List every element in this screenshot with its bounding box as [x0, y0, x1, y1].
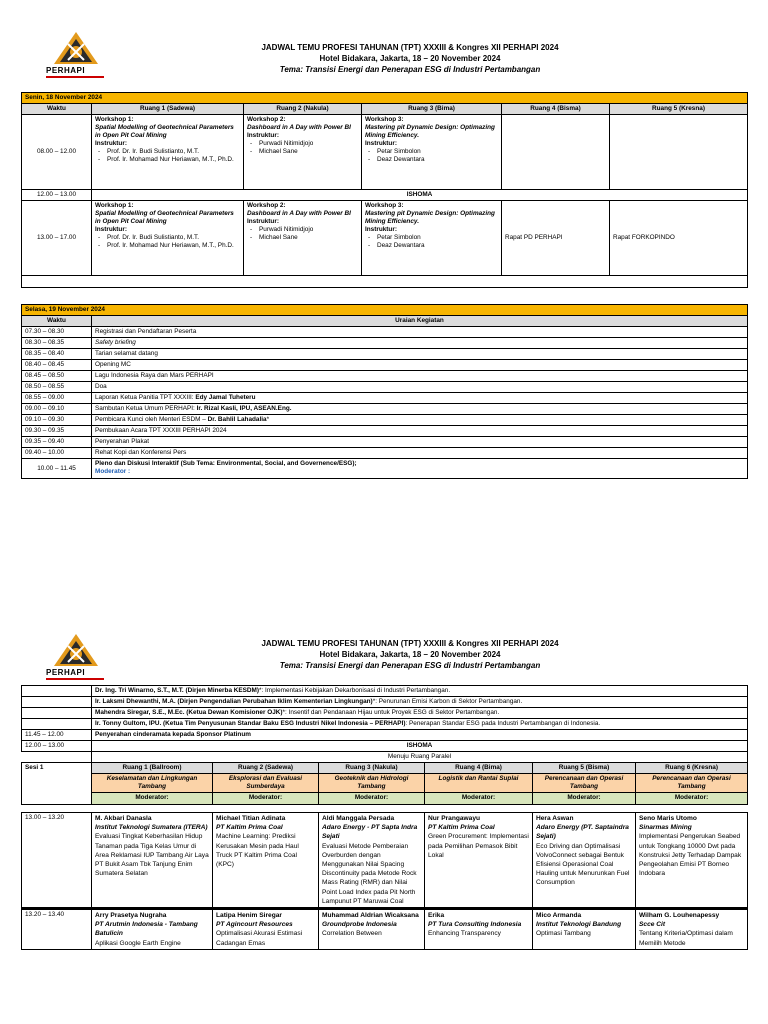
time-cell: 09.00 – 09.10 — [22, 404, 92, 415]
empty-cell — [610, 115, 748, 190]
table-row — [22, 360, 748, 371]
paper-title: Enhancing Transparency — [428, 930, 501, 938]
logo-text: PERHAPI — [46, 66, 86, 75]
room-header: Ruang 1 (Ballroom) — [92, 763, 213, 774]
room-header: Ruang 5 (Bisma) — [533, 763, 636, 774]
theme-cell: Eksplorasi dan Evaluasi Sumberdaya — [213, 774, 319, 793]
table-row — [22, 393, 748, 404]
page-2 — [0, 632, 768, 947]
presenter-org: Institut Teknologi Sumatera (ITERA) — [95, 824, 208, 832]
page-1 — [0, 30, 768, 475]
souvenir-cell: Penyerahan cinderamata kepada Sponsor Platinum — [92, 730, 748, 741]
presenter-name: Hera Aswan — [536, 815, 574, 822]
time-cell: 12.00 – 13.00 — [22, 190, 92, 201]
activity-cell: Lagu Indonesia Raya dan Mars PERHAPI — [92, 371, 748, 382]
title-line-3: Tema: Transisi Energi dan Penerapan ESG di Industri Pertambangan — [279, 661, 541, 670]
paper-title: Tentang Kriteria/Optimasi dalam Memilih Metode — [639, 930, 733, 947]
presenter-org: PT Arutmin Indonesia - Tambang Batulicin — [95, 921, 198, 938]
sesi-label: Sesi 1 — [22, 763, 92, 805]
title-line-1: JADWAL TEMU PROFESI TAHUNAN (TPT) XXXIII & Kongres XII PERHAPI 2024 — [261, 639, 559, 648]
paper-title: Correlation Between — [322, 930, 382, 938]
presenter-org: Institut Teknologi Bandung — [536, 921, 622, 929]
presenter-name: Wilham G. Louhenapessy — [639, 912, 720, 920]
presenter-org: PT Tura Consulting Indonesia — [428, 921, 522, 929]
room-header: Ruang 2 (Sadewa) — [213, 763, 319, 774]
theme-cell: Keselamatan dan Lingkungan Tambang — [92, 774, 213, 793]
paralel-label: Menuju Ruang Paralel — [92, 752, 748, 763]
room-header: Ruang 4 (Bima) — [425, 763, 533, 774]
speaker-row — [22, 686, 748, 697]
table-row — [22, 426, 748, 437]
empty-cell — [22, 708, 92, 719]
presenter-org: PT Kaltim Prima Coal — [216, 824, 283, 832]
table-row — [22, 741, 748, 752]
table-row — [22, 459, 748, 479]
table-row — [22, 371, 748, 382]
workshop-1-cell: Workshop 1: Spatial Modelling of Geotechnical Parameters in Open Pit Coal Mining Instruktur: - Prof. Dr. Ir. Budi Sulistianto, M.T. - Prof. Ir. Mohamad Nur Heriawan, M.T., Ph.D. — [92, 201, 244, 276]
time-cell: 08.55 – 09.00 — [22, 393, 92, 404]
presenter-org: PT Agincourt Resources — [216, 921, 293, 929]
time-cell: 08.30 – 08.35 — [22, 338, 92, 349]
day-header: Selasa, 19 November 2024 — [22, 305, 748, 316]
time-cell: 09.10 – 09.30 — [22, 415, 92, 426]
session-row — [22, 909, 748, 950]
moderator-cell: Moderator: — [533, 793, 636, 805]
presenter-name: Nur Prangawayu — [428, 815, 481, 822]
presenter-org: Adaro Energy (PT. Saptaindra Sejati) — [536, 824, 629, 841]
workshop-3-cell: Workshop 3: Mastering pit Dynamic Design: Optimazing Mining Efficiency. Instruktur: - Petar Simbolon - Deaz Dewantara — [362, 201, 502, 276]
speaker-row — [22, 697, 748, 708]
table-row — [22, 201, 748, 276]
table-row — [22, 327, 748, 338]
table-row — [22, 415, 748, 426]
presentation-cell — [636, 813, 748, 909]
activity-cell: Opening MC — [92, 360, 748, 371]
workshop-3-cell: Workshop 3: Mastering pit Dynamic Design: Optimazing Mining Efficiency. Instruktur: - Petar Simbolon - Deaz Dewantara — [362, 115, 502, 190]
speaker-cell: Mahendra Siregar, S.E., M.Ec. (Ketua Dewan Komisioner OJK)*: Insentif dan Pendanaan Hijau untuk Proyek ESG di Sektor Pertambangan. — [92, 708, 748, 719]
logo-text: PERHAPI — [46, 668, 86, 677]
presentation-cell — [636, 909, 748, 950]
spacer-row — [22, 276, 748, 288]
activity-cell: Tarian selamat datang — [92, 349, 748, 360]
activity-cell: Penyerahan Plakat — [92, 437, 748, 448]
time-cell: 13.00 – 13.20 — [22, 813, 92, 909]
paper-title: Optimasi Tambang — [536, 930, 591, 938]
table-row — [22, 338, 748, 349]
table-row — [22, 349, 748, 360]
table-row — [22, 448, 748, 459]
presentation-cell — [425, 909, 533, 950]
room-header: Ruang 3 (Nakula) — [319, 763, 425, 774]
presentation-cell — [425, 813, 533, 909]
presenter-name: Michael Titian Adinata — [216, 815, 286, 822]
rapat-forkopindo-cell: Rapat FORKOPINDO — [610, 201, 748, 276]
monday-schedule-table — [21, 92, 748, 288]
table-row — [22, 190, 748, 201]
activity-cell: Rehat Kopi dan Konferensi Pers — [92, 448, 748, 459]
presenter-name: Muhammad Aldrian Wicaksana — [322, 912, 419, 920]
time-cell: 08.40 – 08.45 — [22, 360, 92, 371]
session-row — [22, 813, 748, 909]
presenter-org: Scce Cit — [639, 921, 666, 929]
perhapi-logo-icon — [48, 632, 104, 670]
presentation-cell — [92, 813, 213, 909]
workshop-1-cell: Workshop 1: Spatial Modelling of Geotechnical Parameters in Open Pit Coal Mining Instruktur: - Prof. Dr. Ir. Budi Sulistianto, M.T. - Prof. Ir. Mohamad Nur Heriawan, M.T., Ph.D. — [92, 115, 244, 190]
col-ruang-3: Ruang 3 (Bima) — [362, 104, 502, 115]
empty-cell — [22, 752, 92, 763]
presentation-cell — [533, 909, 636, 950]
presentation-cell — [533, 813, 636, 909]
time-cell: 13.20 – 13.40 — [22, 909, 92, 950]
empty-cell — [22, 719, 92, 730]
empty-cell — [22, 686, 92, 697]
theme-cell: Perencanaan dan Operasi Tambang — [533, 774, 636, 793]
paper-title: Aplikasi Google Earth Engine — [95, 939, 181, 947]
workshop-2-cell: Workshop 2: Dashboard in A Day with Power BI Instruktur: - Purwadi Nitimidjojo - Michael Sane — [244, 201, 362, 276]
ishoma-cell: ISHOMA — [92, 190, 748, 201]
presenter-org: Adaro Energy - PT Sapta Indra Sejati — [322, 824, 418, 841]
activity-cell: Sambutan Ketua Umum PERHAPI: Ir. Rizal Kasli, IPU, ASEAN.Eng. — [92, 404, 748, 415]
moderator-cell: Moderator: — [213, 793, 319, 805]
theme-cell: Perencanaan dan Operasi Tambang — [636, 774, 748, 793]
title-line-2: Hotel Bidakara, Jakarta, 18 – 20 November 2024 — [319, 650, 501, 659]
time-cell: 12.00 – 13.00 — [22, 741, 92, 752]
presentation-cell — [213, 813, 319, 909]
moderator-cell: Moderator: — [319, 793, 425, 805]
time-cell: 09.30 – 09.35 — [22, 426, 92, 437]
tuesday-schedule-table — [21, 304, 748, 479]
time-cell: 09.35 – 09.40 — [22, 437, 92, 448]
table-row — [22, 115, 748, 190]
presenter-name: Aldi Manggala Persada — [322, 815, 395, 822]
empty-cell — [502, 115, 610, 190]
presenter-name: Erika — [428, 912, 445, 920]
moderator-label: Moderator : — [95, 468, 131, 475]
paper-title: Green Procurement: Implementasi pada Pemilihan Pemasok Bibit Lokal — [428, 833, 529, 859]
presenter-name: Seno Maris Utomo — [639, 815, 697, 822]
perhapi-logo-icon — [48, 30, 104, 68]
col-ruang-1: Ruang 1 (Sadewa) — [92, 104, 244, 115]
moderator-cell: Moderator: — [425, 793, 533, 805]
activity-cell: Pembukaan Acara TPT XXXIII PERHAPI 2024 — [92, 426, 748, 437]
col-waktu: Waktu — [22, 316, 92, 327]
presenter-name: Arry Prasetya Nugraha — [95, 912, 167, 920]
time-cell: 11.45 – 12.00 — [22, 730, 92, 741]
presenter-name: Mico Armanda — [536, 912, 582, 920]
session-table — [21, 685, 748, 950]
title-line-2: Hotel Bidakara, Jakarta, 18 – 20 November 2024 — [319, 54, 501, 63]
time-cell: 08.50 – 08.55 — [22, 382, 92, 393]
paper-title: Machine Learning: Prediksi Kerusakan Mesin pada Haul Truck PT Kaltim Prima Coal (KPC) — [216, 833, 299, 869]
moderator-cell: Moderator: — [636, 793, 748, 805]
table-row — [22, 437, 748, 448]
col-waktu: Waktu — [22, 104, 92, 115]
presentation-cell — [319, 909, 425, 950]
time-cell: 08.45 – 08.50 — [22, 371, 92, 382]
ishoma-cell: ISHOMA — [92, 741, 748, 752]
time-cell: 08.00 – 12.00 — [22, 115, 92, 190]
paper-title: Evaluasi Tingkat Keberhasilan Hidup Tanaman pada Tiga Kelas Umur di Area Reklamasi IUP Tambang Air Laya PT Bukit Asam Tbk Tanjung Enim Sumatera Selatan — [95, 833, 209, 878]
table-row — [22, 404, 748, 415]
logo-underline — [46, 76, 104, 78]
empty-cell — [22, 697, 92, 708]
table-row — [22, 730, 748, 741]
speaker-row — [22, 708, 748, 719]
presentation-cell — [92, 909, 213, 950]
speaker-cell: Ir. Laksmi Dhewanthi, M.A. (Dirjen Pengendalian Perubahan Iklim Kementerian Lingkungan)*: Penurunan Emisi Karbon di Sektor Pertambangan. — [92, 697, 748, 708]
time-cell: 07.30 – 08.30 — [22, 327, 92, 338]
title-line-1: JADWAL TEMU PROFESI TAHUNAN (TPT) XXXIII & Kongres XII PERHAPI 2024 — [261, 43, 559, 52]
spacer-row — [22, 805, 748, 813]
moderator-cell: Moderator: — [92, 793, 213, 805]
col-ruang-5: Ruang 5 (Kresna) — [610, 104, 748, 115]
table-row — [22, 382, 748, 393]
time-cell: 10.00 – 11.45 — [22, 459, 92, 479]
col-ruang-2: Ruang 2 (Nakula) — [244, 104, 362, 115]
paper-title: Eco Driving dan Optimalisasi VolvoConnect sebagai Bentuk Efisiensi Operasional Coal Hauling untuk Menurunkan Fuel Consumption — [536, 842, 630, 887]
presenter-name: M. Akbari Danasla — [95, 815, 152, 822]
paper-title: Evaluasi Metode Pemberaian Overburden dengan Menggunakan Nilai Spacing Discontinuity pada Metode Rock Mass Rating (RMR) dan Nilai Point Load Index pada Pit North Lampunut PT Maruwai Coal — [322, 842, 417, 905]
activity-cell: Laporan Ketua Panitia TPT XXXIII: Edy Jamal Tuheteru — [92, 393, 748, 404]
rapat-pd-cell: Rapat PD PERHAPI — [502, 201, 610, 276]
activity-cell: Doa — [92, 382, 748, 393]
presentation-cell — [319, 813, 425, 909]
speaker-cell: Ir. Tonny Gultom, IPU. (Ketua Tim Penyusunan Standar Baku ESG Industri Nikel Indonesia – PERHAPI): Penerapan Standar ESG pada Industri Pertambangan di Indonesia. — [92, 719, 748, 730]
presenter-org: PT Kaltim Prima Coal — [428, 824, 495, 832]
day-header: Senin, 18 November 2024 — [22, 93, 748, 104]
letterhead — [0, 30, 768, 100]
activity-cell: Safety briefing — [92, 338, 748, 349]
speaker-cell: Dr. Ing. Tri Winarno, S.T., M.T. (Dirjen Minerba KESDM)*: Implementasi Kebijakan Dekarbonisasi di Industri Pertambangan. — [92, 686, 748, 697]
col-uraian: Uraian Kegiatan — [92, 316, 748, 327]
pleno-cell: Pleno dan Diskusi Interaktif (Sub Tema: Environmental, Social, and Governence/ESG); Moderator : — [92, 459, 748, 479]
speaker-row — [22, 719, 748, 730]
workshop-2-cell: Workshop 2: Dashboard in A Day with Power BI Instruktur: - Purwadi Nitimidjojo - Michael Sane — [244, 115, 362, 190]
presenter-org: Sinarmas Mining — [639, 824, 692, 832]
paper-title: Implementasi Pengerukan Seabed untuk Tongkang 10000 Dwt pada Konstruksi Jetty Terhadap Dampak Pengeolahan Emisi PT Borneo Indobara — [639, 833, 742, 878]
time-cell: 08.35 – 08.40 — [22, 349, 92, 360]
activity-cell: Registrasi dan Pendaftaran Peserta — [92, 327, 748, 338]
logo-underline — [46, 678, 104, 680]
room-header: Ruang 6 (Kresna) — [636, 763, 748, 774]
activity-cell: Pembicara Kunci oleh Menteri ESDM – Dr. Bahlil Lahadalia* — [92, 415, 748, 426]
paper-title: Optimalisasi Akurasi Estimasi Cadangan Emas — [216, 930, 303, 947]
presenter-name: Latipa Henim Siregar — [216, 912, 282, 920]
theme-cell: Logistik dan Rantai Suplai — [425, 774, 533, 793]
time-cell: 13.00 – 17.00 — [22, 201, 92, 276]
time-cell: 09.40 – 10.00 — [22, 448, 92, 459]
presentation-cell — [213, 909, 319, 950]
presenter-org: Groundprobe Indonesia — [322, 921, 397, 929]
title-line-3: Tema: Transisi Energi dan Penerapan ESG di Industri Pertambangan — [279, 65, 541, 74]
col-ruang-4: Ruang 4 (Bisma) — [502, 104, 610, 115]
theme-cell: Geoteknik dan Hidrologi Tambang — [319, 774, 425, 793]
